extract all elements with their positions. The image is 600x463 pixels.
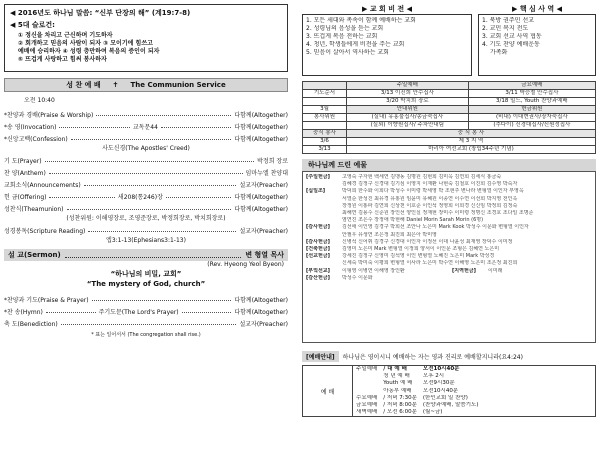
table-cell bbox=[353, 388, 380, 395]
table-row bbox=[303, 114, 596, 122]
table-cell: 오전10시40분 bbox=[422, 366, 460, 372]
list-item: [건축헌금] 김영미 노은미 Mark 변형열 이정희 양서이 이인문 조형은 김혜연 노은미 bbox=[306, 246, 500, 253]
motto-item: ① 정신을 차리고 근신하며 기도하자 bbox=[18, 32, 113, 39]
table-cell: 3/11 박승철 안수집사 bbox=[468, 90, 595, 98]
table-row bbox=[303, 82, 596, 90]
table-cell: 3/13 이진희 안수집사 bbox=[347, 90, 469, 98]
offering-title: 하나님께 드린 예물 bbox=[302, 159, 596, 171]
order-who: 임마누엘 찬양대 bbox=[245, 169, 288, 177]
table-row bbox=[303, 138, 596, 146]
table-row bbox=[353, 373, 482, 380]
list-item: [감산헌금] 박성수 이문화 bbox=[306, 274, 373, 281]
order-row bbox=[4, 132, 288, 144]
list-item: [부엌선교] 이형영 이병연 이해영 장인환 [지역헌금] 이미래 bbox=[306, 267, 503, 274]
table-cell: 중 식 bbox=[457, 130, 471, 136]
table-cell: (실외) 이향원집사/ 주차안내팀 bbox=[347, 122, 469, 130]
list-item: 서열순 한성진 최유경 유홍원 임윤미 유혜원 이종연 이수연 이선희 박지영 전인옥 bbox=[342, 195, 518, 202]
table-cell: 주일예배 bbox=[356, 366, 378, 372]
list-item: [주일헌금] 고영숙 구자현 백세연 김맹동 김명원 김현희 김미옥 김연희 김세식 홍금숙 bbox=[306, 174, 502, 180]
order-label: 성경봉독(Scripture Reading) bbox=[4, 227, 86, 235]
sermon-title-en: “The mystery of God, church” bbox=[86, 280, 206, 288]
order-who: 설교자(Preacher) bbox=[239, 181, 288, 189]
table-cell: (실내) 유홍불집사/송금숙집사 bbox=[347, 114, 469, 122]
motto-title: ◀ 2016년도 하나님 말씀: “신부 단장의 해” (계19:7-8) bbox=[10, 9, 191, 17]
order-mid: 새208(통246)장 bbox=[117, 193, 163, 201]
order-row bbox=[4, 108, 288, 120]
order-mid: 교독문44 bbox=[132, 123, 158, 131]
order-label: 축 도(Benediction) bbox=[4, 320, 58, 328]
table-cell: 수요예배 bbox=[356, 394, 378, 401]
table-cell: / 대 예 배 bbox=[383, 366, 407, 372]
list-item: 김혜경 김정구 신경대 김기심 이영지 이재환 나현숙 김철호 이진희 김수영 박숙자 bbox=[342, 181, 518, 188]
table-cell bbox=[303, 98, 347, 106]
vision-item: 4. 청년, 학생들에게 비전을 주는 교회 bbox=[306, 41, 405, 48]
table-cell: 3월 bbox=[303, 106, 347, 114]
order-mid: 주기도문(The Lord's Prayer) bbox=[98, 308, 179, 316]
order-row bbox=[4, 202, 288, 214]
order-who: 다함께(Altogether) bbox=[234, 111, 288, 119]
sermon-preacher: 변 형열 목사 bbox=[245, 251, 284, 259]
table-cell: 기도순서 bbox=[303, 90, 347, 98]
table-cell: (추다이) 신경대집사/신원정집사 bbox=[468, 122, 595, 130]
sermon-label: 설 교(Sermon) bbox=[8, 251, 61, 259]
order-label: 교회소식(Announcements) bbox=[4, 181, 81, 189]
order-who: 다함께(Altogether) bbox=[234, 123, 289, 131]
verse-row bbox=[302, 349, 596, 363]
order-row bbox=[4, 317, 288, 329]
list-item: [선교헌금] 강세진 김정구 신영미 김석영 이인 변형열 노혜진 노은미 Mark 박성경 bbox=[306, 253, 495, 260]
closing-order bbox=[4, 293, 288, 329]
motto-subtitle: ◀ 5대 슬로건: bbox=[10, 21, 55, 29]
list-item: 신세숙 박미숙 이평희 변형열 이사라 노은미 박수연 이해영 노은미 조은정 최진희 bbox=[342, 260, 518, 267]
order-label: *찬 송(Hymn) bbox=[4, 308, 43, 316]
order-sub: 사도신경(The Apostles' Creed) bbox=[102, 145, 190, 152]
table-cell: Youth 예 배 bbox=[383, 380, 413, 387]
list-item: [감사헌금] 김선애 이인영 김경구 박희선 조안나 노은미 Mark Kook 박성수 이문화 변형열 이인자 bbox=[306, 224, 529, 231]
table-row bbox=[303, 146, 596, 154]
order-row bbox=[4, 166, 288, 178]
order-who: 다함께(Altogether) bbox=[234, 193, 288, 201]
core-box bbox=[478, 4, 596, 76]
schedule-table bbox=[353, 366, 482, 416]
cross-icon: ✝ bbox=[112, 81, 119, 89]
service-title: 성 찬 예 배 bbox=[66, 81, 101, 89]
table-row bbox=[303, 122, 596, 130]
table-cell: 봉사위원 bbox=[303, 114, 347, 122]
list-item: [십일조] 박덕희 한수화 이희다 박성수 이미령 박세영 박 조현주 변나라 변형열 이인자 부영옥 bbox=[306, 188, 524, 195]
order-who: 다함께(Altogether) bbox=[234, 205, 288, 213]
table-cell: (한인교회 일 찬양) bbox=[422, 394, 468, 401]
table-header: 금요예배 bbox=[468, 82, 595, 90]
table-cell: 안내위원 bbox=[347, 106, 469, 114]
table-cell: 청 년 예 배 bbox=[383, 373, 410, 380]
table-cell bbox=[353, 373, 380, 380]
order-label: *찬양과 기도(Praise & Prayer) bbox=[4, 296, 89, 304]
service-english: The Communion Service bbox=[130, 81, 226, 89]
table-row bbox=[353, 395, 482, 402]
table-cell: / 오전 6:00분 bbox=[383, 409, 417, 416]
order-row bbox=[4, 120, 288, 132]
schedule-box bbox=[302, 365, 596, 417]
table-cell: 새벽예배 bbox=[356, 409, 378, 416]
table-row bbox=[303, 98, 596, 106]
vision-core-row bbox=[302, 4, 596, 76]
order-who: 박정희 장로 bbox=[257, 157, 288, 165]
list-item: 염연진 조은수 장정애 박현해 Daniel Morin Sarah Morin (6명) bbox=[342, 217, 484, 224]
order-label: *신앙고백(Confession) bbox=[4, 135, 68, 143]
table-row bbox=[353, 380, 482, 387]
vision-title: ▶ 교 회 비 전 ◀ bbox=[362, 5, 412, 13]
table-cell: (월~금) bbox=[422, 409, 443, 416]
right-column bbox=[302, 4, 596, 417]
verse-tag: [예배안내] bbox=[302, 351, 339, 362]
core-item: 2. 교민 복지 전도 bbox=[482, 25, 529, 32]
order-row bbox=[4, 178, 288, 190]
list-item: [감사헌금] 신병석 신어휘 김경구 신경대 이인자 이정선 이대 나윤성 최재영 장덕수 이미정 bbox=[306, 238, 513, 245]
core-title: ▶ 핵 심 사 역 ◀ bbox=[512, 5, 562, 13]
order-label: 찬 양(Anthem) bbox=[4, 169, 46, 177]
left-column bbox=[4, 4, 288, 339]
list-tag: [지역헌금] bbox=[452, 267, 476, 274]
order-label: *찬양과 경배(Praise & Worship) bbox=[4, 111, 94, 119]
core-item: 3. 교회 선교 사역 협동 bbox=[482, 33, 542, 40]
vision-item: 2. 성령님의 음성을 듣는 교회 bbox=[306, 25, 384, 32]
verse-text: 하나님은 영이시니 예배하는 자는 영과 진리로 예배할지니라(요4:24) bbox=[342, 353, 523, 361]
motto-item: ⑤ 뜨겁게 사랑하고 힘써 봉사하자 bbox=[18, 56, 107, 63]
vision-item: 3. 뜨겁게 복음 전하는 교회 bbox=[306, 33, 378, 40]
motto-item: ② 회개하고 믿음의 사람이 되자 ③ 모이기에 힘쓰고 bbox=[18, 40, 153, 47]
table-cell: 3/13 bbox=[303, 146, 347, 154]
sermon-preacher-en: (Rev. Hyeong Yeol Byeon) bbox=[207, 261, 284, 268]
table-cell: 마리아 여선교회 (창립34주년 기념) bbox=[347, 146, 596, 154]
motto-box bbox=[4, 4, 288, 72]
vision-item: 1. 모든 세대와 족속이 함께 예배하는 교회 bbox=[306, 17, 416, 24]
table-cell: / 저녁 8:00분 bbox=[383, 402, 417, 409]
order-row bbox=[4, 154, 288, 166]
order-row bbox=[4, 305, 288, 317]
service-header bbox=[4, 78, 288, 92]
table-cell: 3/20 박치희 장로 bbox=[347, 98, 469, 106]
table-header bbox=[303, 82, 347, 90]
table-cell: 아동부 예배 bbox=[383, 387, 412, 394]
table-row bbox=[353, 366, 482, 373]
offering-list bbox=[302, 171, 596, 343]
order-who: 설교자(Preacher) bbox=[239, 320, 288, 328]
table-row bbox=[303, 106, 596, 114]
table-cell: 봉 사 bbox=[471, 130, 485, 136]
table-row bbox=[303, 130, 596, 138]
order-row bbox=[4, 293, 288, 305]
table-cell bbox=[303, 122, 347, 130]
table-row bbox=[353, 402, 482, 409]
table-cell: (찬양과예배, 말씀기도) bbox=[422, 402, 479, 409]
table-cell: 오전9시30분 bbox=[422, 380, 455, 387]
list-item: 안필우 유생연 조은정 최진희 최은아 박미영 bbox=[342, 231, 437, 238]
core-item: 4. 기도 찬양 예배운동 bbox=[482, 41, 540, 48]
table-cell: (비내) 이대현권사/장자숙집사 bbox=[468, 114, 595, 122]
table-cell: / 저녁 7:30분 bbox=[383, 394, 417, 401]
table-cell: 제 3 지 역 bbox=[347, 138, 596, 146]
core-item: 가족화 bbox=[490, 49, 508, 56]
sermon-title-ko: “하나님의 비밀, 교회” bbox=[110, 270, 182, 278]
table-cell: 오후 2시 bbox=[422, 373, 445, 380]
table-header: 주일예배 bbox=[347, 82, 469, 90]
duty-table bbox=[302, 81, 596, 154]
order-sub: 엡3:1-13(Ephesians3:1-13) bbox=[106, 237, 186, 244]
order-label: 기 도(Prayer) bbox=[4, 157, 42, 165]
vision-item: 5. 믿음이 살아서 역사하는 교회 bbox=[306, 49, 389, 56]
order-sub: (성찬위원: 이해영장로, 조영준장로, 박정희장로, 박치희장로) bbox=[66, 215, 226, 222]
table-cell: 헌금위원 bbox=[468, 106, 595, 114]
order-row bbox=[4, 190, 288, 202]
table-cell: 3/6 bbox=[303, 138, 347, 146]
order-of-worship bbox=[4, 108, 288, 246]
list-item: 장정원 이홍파 김연희 신상천 이호준 이인석 정영희 이희경 신신임 박정희 김정숙 bbox=[342, 202, 518, 209]
schedule-side-label: 예 배 bbox=[303, 366, 353, 416]
vision-list bbox=[302, 14, 472, 76]
order-who: 설교자(Preacher) bbox=[239, 227, 288, 235]
order-row bbox=[4, 224, 288, 236]
order-label: *송 영(Invocation) bbox=[4, 123, 57, 131]
table-cell: 중식 봉사 bbox=[303, 130, 347, 138]
table-row bbox=[353, 388, 482, 395]
service-time: 오전 10:40 bbox=[24, 97, 55, 104]
stand-note: * 표는 일어서서 (The congregation shall rise.) bbox=[91, 332, 201, 338]
sermon-bar bbox=[4, 249, 288, 261]
motto-item: 예배에 승리하자 ④ 성령 충만하여 복음의 증인이 되자 bbox=[18, 48, 160, 55]
table-cell: 금요예배 bbox=[356, 402, 378, 409]
order-label: 헌 금(Offering) bbox=[4, 193, 47, 201]
table-cell bbox=[353, 380, 380, 387]
order-label: 성찬식(Theamunion) bbox=[4, 205, 64, 213]
order-who: 다함께(Altogether) bbox=[234, 296, 288, 304]
list-item: 최해연 김용수 신준원 장인선 양인실 정재현 장미수 이미령 정명신 조경호 조다일 조명준 bbox=[342, 210, 534, 217]
core-item: 1. 북방 권주민 선교 bbox=[482, 17, 535, 24]
vision-box bbox=[302, 4, 472, 76]
order-who: 다함께(Altogether) bbox=[234, 135, 288, 143]
table-row bbox=[303, 90, 596, 98]
table-cell: 오전10시40분 bbox=[422, 387, 459, 394]
table-row bbox=[353, 409, 482, 416]
order-who: 다함께(Altogether) bbox=[234, 308, 288, 316]
core-list bbox=[478, 14, 596, 76]
table-cell: 3/18 밀드, Youth 찬양과예배 bbox=[468, 98, 595, 106]
